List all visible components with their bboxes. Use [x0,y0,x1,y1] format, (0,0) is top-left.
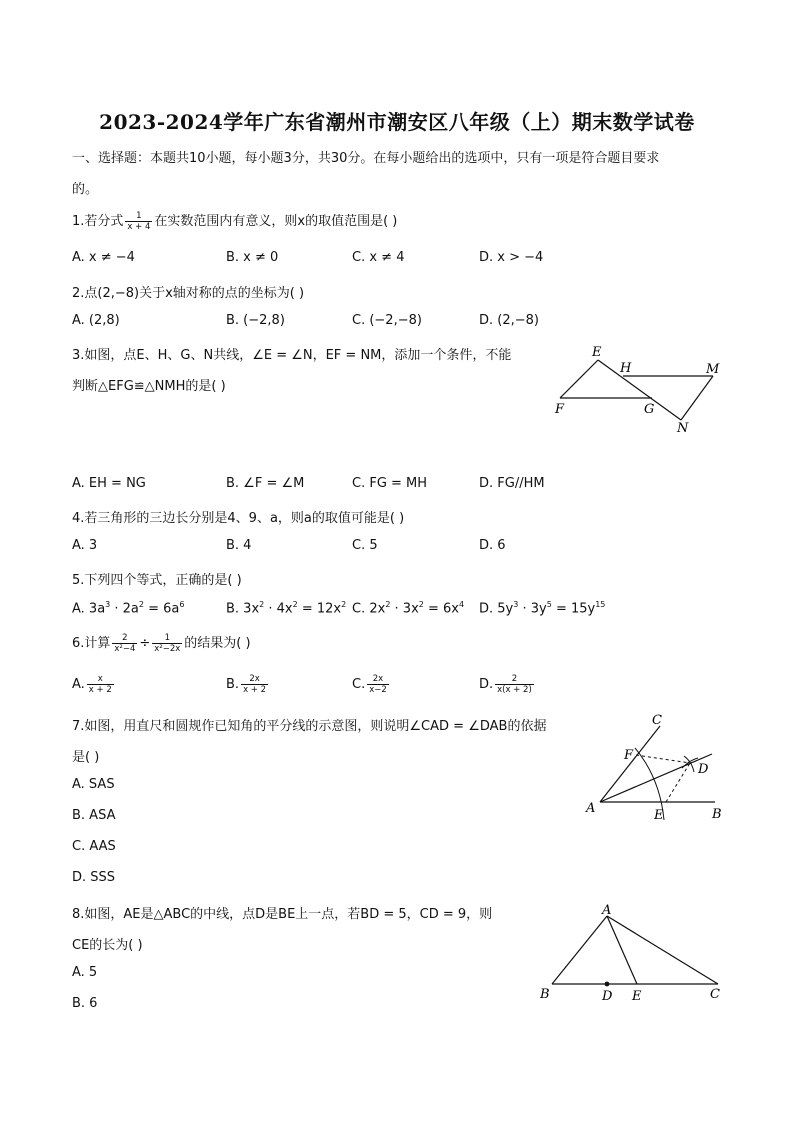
q6-f2-den: x²−2x [154,644,181,654]
q3-line-MN [681,376,713,420]
q3-line-EN [598,360,681,420]
q1-option-a[interactable]: A. x ≠ −4 [72,250,135,265]
q5d-part: = 15y [551,601,596,617]
q8-side-AC [607,916,718,984]
q5-option-c[interactable] [352,600,464,616]
q8-side-AB [552,916,607,984]
q5b-part: = 12x [297,601,342,617]
q5a-part: = 6a [144,601,180,617]
q3-label-F: F [555,402,565,417]
q7-label-A: A [586,801,596,816]
q3-option-b[interactable]: B. ∠F = ∠M [226,476,305,491]
q7-figure [580,708,740,826]
q7-option-d[interactable]: D. SSS [72,870,116,885]
q6-stem-pre: 6.计算 [72,636,111,651]
q5d-exp: 15 [595,600,606,609]
q6-fraction-2 [152,633,182,654]
q7-label-B: B [712,807,722,822]
q6b-label: B. [226,677,240,692]
q6c-label: C. [352,677,366,692]
q6c-fraction [367,674,389,695]
q3-label-H: H [620,361,632,376]
q6c-num: 2x [367,674,389,685]
q2-option-b[interactable]: B. (−2,8) [226,313,285,328]
q7-label-C: C [652,713,662,728]
q3-label-G: G [644,402,655,417]
q6b-num: 2x [241,674,268,685]
q7-ray-AC [600,726,660,802]
q2-option-d[interactable]: D. (2,−8) [479,313,539,328]
q4-option-d[interactable]: D. 6 [479,538,506,553]
q5b-exp: 2 [292,600,298,609]
q5c-part: C. 2x [352,601,386,617]
question-8-stem-line1: 8.如图，AE是△ABC的中线，点D是BE上一点，若BD = 5，CD = 9，则 [72,907,493,922]
q8-option-a[interactable]: A. 5 [72,965,98,980]
q5a-part: · 2a [110,601,139,617]
q6-stem-post: 的结果为( ) [184,636,251,651]
q1-stem-post: 在实数范围内有意义，则x的取值范围是( ) [154,214,398,229]
q6b-den: x + 2 [243,685,267,695]
q6-f1-den: x²−4 [114,644,136,654]
q3-label-E: E [592,345,602,360]
q5b-exp: 2 [259,600,265,609]
q5b-exp: 2 [341,600,347,609]
q3-option-a[interactable]: A. EH = NG [72,476,146,491]
q5-option-a[interactable] [72,600,185,616]
q5c-exp: 2 [385,600,391,609]
q5d-exp: 3 [513,600,519,609]
q6d-num: 2 [495,674,534,685]
q7-ray-AD [600,754,712,802]
q3-label-M: M [706,362,720,377]
question-3-stem-line2: 判断△EFG≌△NMH的是( ) [72,379,226,394]
q5b-part: · 4x [264,601,293,617]
q6-option-a[interactable] [72,674,116,695]
q7-dash-FD [636,755,690,763]
q2-option-c[interactable]: C. (−2,−8) [352,313,422,328]
q7-option-c[interactable]: C. AAS [72,839,116,854]
q6d-fraction [495,674,534,695]
q8-figure [532,898,732,1010]
question-7-stem-line2: 是( ) [72,750,100,765]
q1-option-b[interactable]: B. x ≠ 0 [226,250,279,265]
q5a-exp: 6 [179,600,185,609]
q5c-exp: 4 [459,600,465,609]
q6-option-d[interactable] [479,674,536,695]
q7-label-F: F [624,748,634,763]
q1-option-d[interactable]: D. x > −4 [479,250,544,265]
q1-stem-pre: 1.若分式 [72,214,124,229]
q7-option-a[interactable]: A. SAS [72,777,115,792]
q7-label-D: D [698,762,709,777]
q6a-fraction [87,674,114,695]
q8-label-D: D [602,989,613,1004]
q8-label-B: B [540,987,550,1002]
question-5-stem: 5.下列四个等式，正确的是( ) [72,573,242,588]
q6-f2-num: 1 [152,633,182,644]
q5d-part: · 3y [518,601,547,617]
q5d-exp: 5 [546,600,552,609]
q2-option-a[interactable]: A. (2,8) [72,313,120,328]
q5c-part: = 6x [423,601,459,617]
q1-frac-num: 1 [125,211,152,222]
q3-figure [548,340,728,440]
q8-median-AE [607,916,637,984]
q6c-den: x−2 [369,685,387,695]
q6a-label: A. [72,677,85,692]
q6-f1-num: 2 [112,633,137,644]
q7-label-E: E [654,808,664,823]
q6-option-b[interactable] [226,674,270,695]
q8-label-A: A [602,903,612,918]
q6d-label: D. [479,677,494,692]
section-instructions-line2: 的。 [72,182,99,197]
q8-point-D [605,982,610,987]
q4-option-a[interactable]: A. 3 [72,538,98,553]
q6-operator: ÷ [139,636,151,651]
q3-option-c[interactable]: C. FG = MH [352,476,428,491]
q6-option-c[interactable] [352,674,391,695]
question-6-stem [72,632,251,654]
q5a-part: A. 3a [72,601,106,617]
q5-option-b[interactable] [226,600,346,616]
q3-label-N: N [677,421,689,436]
q1-frac-den: x + 4 [127,222,151,232]
q6b-fraction [241,674,268,695]
question-2-stem: 2.点(2,−8)关于x轴对称的点的坐标为( ) [72,286,305,301]
q6d-den: x(x + 2) [497,685,532,695]
q8-label-E: E [632,989,642,1004]
q5c-exp: 2 [418,600,424,609]
question-7-stem-line1: 7.如图，用直尺和圆规作已知角的平分线的示意图，则说明∠CAD = ∠DAB的依据 [72,719,547,734]
q4-option-b[interactable]: B. 4 [226,538,252,553]
q4-option-c[interactable]: C. 5 [352,538,378,553]
q5-option-d[interactable] [479,600,605,616]
q6a-num: x [87,674,114,685]
q5d-part: D. 5y [479,601,514,617]
q5b-part: B. 3x [226,601,260,617]
q7-option-b[interactable]: B. ASA [72,808,116,823]
q5c-part: · 3x [390,601,419,617]
q5a-exp: 2 [138,600,144,609]
q3-option-d[interactable]: D. FG//HM [479,476,545,491]
q6-fraction-1 [112,633,137,654]
question-1-stem [72,210,397,232]
question-8-stem-line2: CE的长为( ) [72,938,143,953]
section-instructions-line1: 一、选择题：本题共10小题，每小题3分，共30分。在每小题给出的选项中，只有一项是符合题目要求 [72,151,660,166]
question-3-stem-line1: 3.如图，点E、H、G、N共线，∠E = ∠N，EF = NM，添加一个条件，不能 [72,348,512,363]
question-4-stem: 4.若三角形的三边长分别是4、9、a，则a的取值可能是( ) [72,511,405,526]
q3-line-EF [560,360,598,398]
q6a-den: x + 2 [88,685,112,695]
q8-option-b[interactable]: B. 6 [72,996,98,1011]
q8-label-C: C [710,987,720,1002]
page-title: 2023-2024学年广东省潮州市潮安区八年级（上）期末数学试卷 [99,110,695,134]
q1-option-c[interactable]: C. x ≠ 4 [352,250,405,265]
q1-fraction [125,211,152,232]
q5a-exp: 3 [105,600,111,609]
